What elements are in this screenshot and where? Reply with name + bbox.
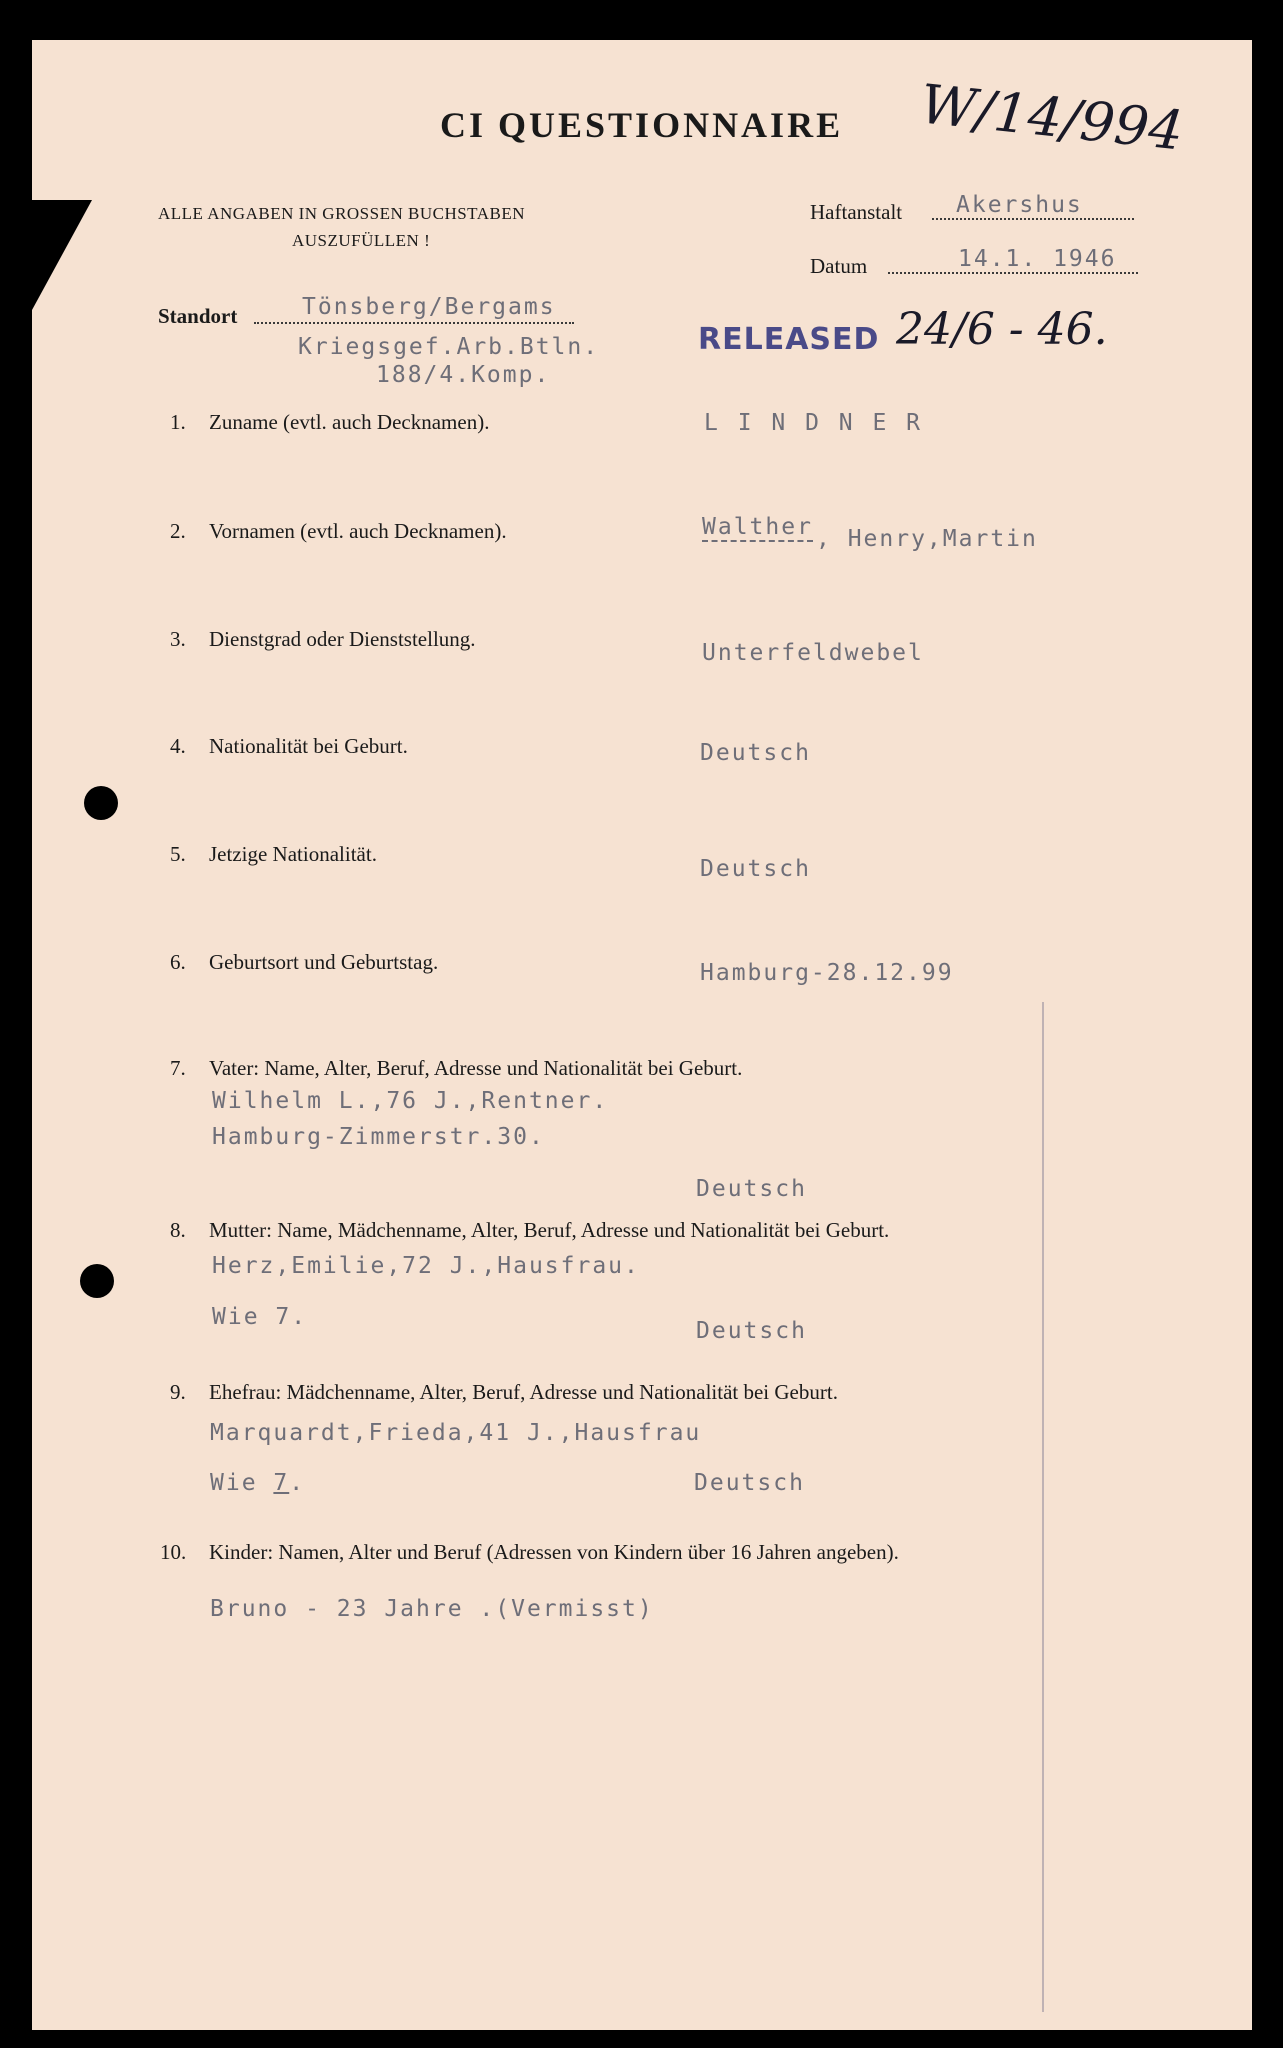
released-date-handwritten: 24/6 - 46.	[896, 304, 1108, 355]
question-9-line-1: Marquardt,Frieda,41 J.,Hausfrau	[210, 1420, 702, 1446]
question-4-answer: Deutsch	[700, 740, 811, 766]
haftanstalt-label: Haftanstalt	[810, 200, 903, 224]
question-3-label: Dienstgrad oder Dienststellung.	[209, 627, 476, 651]
standort-dotted-line	[254, 322, 574, 324]
question-7-number: 7.	[170, 1056, 186, 1080]
question-3-answer: Unterfeldwebel	[702, 640, 924, 666]
standort-line-1: Tönsberg/Bergams	[302, 294, 556, 320]
released-stamp: RELEASED	[698, 322, 880, 357]
datum-dotted-line	[888, 272, 1138, 274]
question-6-number: 6.	[170, 950, 186, 974]
question-8-label: Mutter: Name, Mädchenname, Alter, Beruf, Adresse und Nationalität bei Geburt.	[209, 1218, 890, 1242]
question-1-label: Zuname (evtl. auch Decknamen).	[209, 410, 490, 434]
question-4-number: 4.	[170, 734, 186, 758]
question-8-number: 8.	[170, 1218, 186, 1242]
handwritten-file-number: W/14/994	[917, 72, 1187, 163]
question-9-number: 9.	[170, 1380, 186, 1404]
question-5-number: 5.	[170, 842, 186, 866]
datum-value: 14.1. 1946	[958, 246, 1117, 272]
instruction-line-1: ALLE ANGABEN IN GROSSEN BUCHSTABEN	[158, 204, 525, 223]
question-8-line-2: Wie 7.	[212, 1304, 308, 1330]
question-7-label: Vater: Name, Alter, Beruf, Adresse und Nationalität bei Geburt.	[209, 1056, 743, 1080]
question-1-number: 1.	[170, 410, 186, 434]
question-8-nationality: Deutsch	[696, 1318, 807, 1344]
standort-line-3: 188/4.Komp.	[376, 362, 551, 388]
standort-line-2: Kriegsgef.Arb.Btln.	[298, 334, 600, 360]
question-2-number: 2.	[170, 519, 186, 543]
question-10-label: Kinder: Namen, Alter und Beruf (Adressen von Kindern über 16 Jahren angeben).	[209, 1540, 899, 1564]
question-3-number: 3.	[170, 627, 186, 651]
question-9-line-2-suffix: .	[289, 1470, 306, 1496]
question-7-line-1: Wilhelm L.,76 J.,Rentner.	[212, 1088, 609, 1114]
question-7-line-2: Hamburg-Zimmerstr.30.	[212, 1124, 545, 1150]
punch-hole-top	[84, 786, 118, 820]
haftanstalt-dotted-line	[932, 218, 1134, 220]
question-4-label: Nationalität bei Geburt.	[209, 734, 408, 758]
question-5-answer: Deutsch	[700, 856, 811, 882]
question-5-label: Jetzige Nationalität.	[209, 842, 377, 866]
question-9-label: Ehefrau: Mädchenname, Alter, Beruf, Adresse und Nationalität bei Geburt.	[209, 1380, 838, 1404]
question-9-line-2-ref: 7	[273, 1470, 290, 1496]
question-9-line-2	[210, 1470, 305, 1496]
torn-corner	[32, 200, 92, 310]
question-10-number: 10.	[160, 1540, 187, 1564]
page-title: CI QUESTIONNAIRE	[440, 105, 844, 145]
punch-hole-bottom	[80, 1264, 114, 1298]
question-2-answer-rest: , Henry,Martin	[816, 526, 1038, 552]
question-6-label: Geburtsort und Geburtstag.	[209, 950, 439, 974]
question-10-line-1: Bruno - 23 Jahre .(Vermisst)	[210, 1596, 654, 1622]
haftanstalt-value: Akershus	[956, 192, 1083, 218]
margin-line	[1042, 1002, 1044, 2012]
question-7-nationality: Deutsch	[696, 1176, 807, 1202]
question-2-answer-first: Walther	[702, 514, 813, 540]
question-9-nationality: Deutsch	[694, 1470, 805, 1496]
standort-label: Standort	[158, 304, 238, 328]
question-2-label: Vornamen (evtl. auch Decknamen).	[209, 519, 507, 543]
question-6-answer: Hamburg-28.12.99	[700, 960, 954, 986]
datum-label: Datum	[810, 254, 868, 278]
question-1-answer: L I N D N E R	[704, 410, 924, 436]
question-9-line-2-prefix: Wie	[210, 1470, 274, 1496]
question-8-line-1: Herz,Emilie,72 J.,Hausfrau.	[212, 1253, 640, 1279]
instruction-line-2: AUSZUFÜLLEN !	[292, 231, 431, 250]
